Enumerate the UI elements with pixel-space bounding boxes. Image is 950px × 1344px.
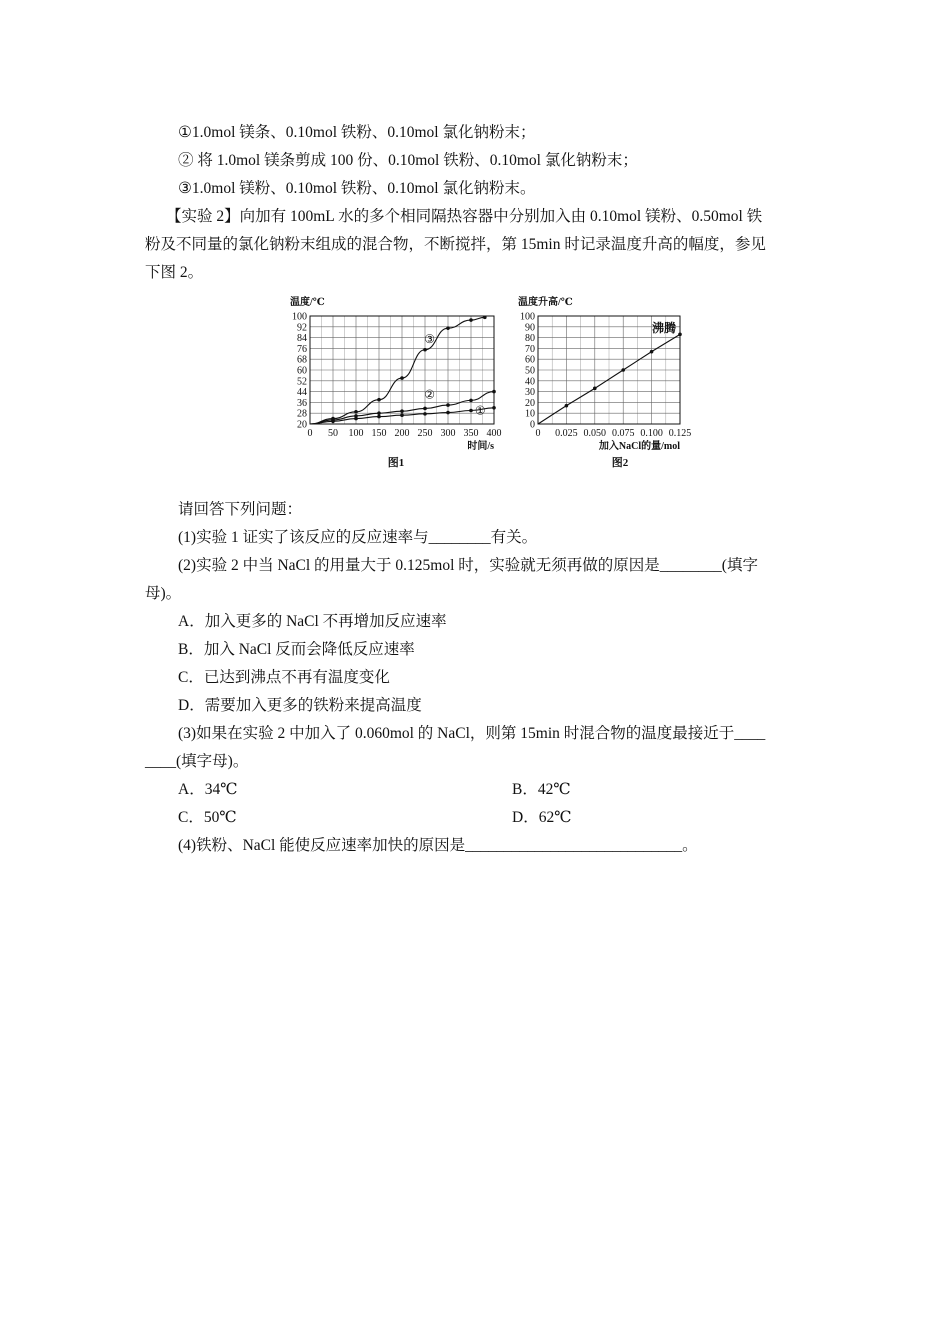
data-point — [377, 398, 381, 402]
questions-intro: 请回答下列问题： — [178, 501, 303, 518]
y-tick-label: 90 — [525, 322, 535, 334]
y-tick-label: 60 — [525, 354, 535, 366]
y-tick-label: 80 — [525, 333, 535, 345]
question-3-line2: ____(填字母)。 — [145, 753, 249, 770]
y-tick-label: 36 — [297, 397, 307, 409]
data-point — [377, 415, 381, 419]
data-point — [565, 404, 569, 408]
question-2-option-b: B．加入 NaCl 反而会降低反应速率 — [178, 641, 415, 658]
x-tick-label: 0.125 — [668, 428, 692, 439]
y-tick-label: 28 — [297, 408, 307, 420]
figure-1-chart — [282, 292, 504, 484]
x-axis-title: 加入NaCl的量/mol — [598, 441, 680, 452]
y-tick-label: 68 — [297, 354, 307, 366]
data-point — [400, 413, 404, 417]
data-point — [423, 407, 427, 411]
boiling-annotation: 沸腾 — [651, 321, 676, 335]
question-3-line1: (3)如果在实验 2 中加入了 0.060mol 的 NaCl，则第 15min 时混合物的温度最接近于____ — [178, 725, 766, 742]
data-point — [621, 368, 625, 372]
data-point — [483, 316, 487, 320]
series-line-curve-3 — [310, 317, 485, 424]
y-tick-label: 10 — [525, 408, 535, 420]
material-1: ①1.0mol 镁条、0.10mol 铁粉、0.10mol 氯化钠粉末； — [178, 124, 536, 141]
data-point — [650, 350, 654, 354]
data-point — [469, 318, 473, 322]
series-label-3: ③ — [424, 332, 435, 346]
y-tick-label: 92 — [297, 322, 307, 334]
material-3: ③1.0mol 镁粉、0.10mol 铁粉、0.10mol 氯化钠粉末。 — [178, 180, 536, 197]
data-point — [446, 326, 450, 330]
y-tick-label: 84 — [297, 333, 307, 345]
x-tick-label: 0.100 — [640, 428, 663, 439]
data-point — [469, 399, 473, 403]
y-tick-label: 30 — [525, 387, 535, 399]
figure-caption: 图1 — [387, 457, 405, 469]
y-axis-title: 温度升高/℃ — [518, 297, 573, 308]
data-point — [593, 387, 597, 391]
y-tick-label: 40 — [525, 376, 535, 388]
x-tick-label: 200 — [394, 428, 410, 439]
y-tick-label: 50 — [525, 365, 535, 377]
figure-2-chart — [510, 292, 700, 484]
y-tick-label: 52 — [297, 376, 307, 388]
x-tick-label: 100 — [348, 428, 364, 439]
data-point — [354, 414, 358, 418]
figure-caption: 图2 — [611, 457, 629, 469]
question-3-option-d: D．62℃ — [512, 809, 572, 826]
x-tick-label: 50 — [328, 428, 338, 439]
data-point — [492, 406, 496, 410]
data-point — [446, 403, 450, 407]
question-3-option-c: C．50℃ — [178, 809, 237, 826]
y-tick-label: 44 — [297, 387, 307, 399]
y-tick-label: 70 — [525, 343, 535, 355]
x-tick-label: 350 — [463, 428, 479, 439]
data-point — [331, 417, 335, 421]
x-tick-label: 150 — [371, 428, 387, 439]
question-3-option-b: B．42℃ — [512, 781, 571, 798]
y-tick-label: 100 — [520, 311, 535, 323]
question-1: (1)实验 1 证实了该反应的反应速率与________有关。 — [178, 529, 538, 546]
experiment2-line2: 粉及不同量的氯化钠粉末组成的混合物，不断搅拌，第 15min 时记录温度升高的幅度，参见 — [145, 236, 766, 253]
y-tick-label: 60 — [297, 365, 307, 377]
y-tick-label: 20 — [297, 419, 307, 431]
x-tick-label: 0.025 — [555, 428, 578, 439]
data-point — [423, 348, 427, 352]
y-tick-label: 100 — [292, 311, 307, 323]
x-tick-label: 0.050 — [583, 428, 607, 439]
data-point — [469, 409, 473, 413]
question-2-line2: 母)。 — [145, 585, 182, 602]
data-point — [400, 376, 404, 380]
x-tick-label: 0 — [535, 428, 541, 439]
y-tick-label: 0 — [530, 419, 535, 431]
x-tick-label: 0.075 — [611, 428, 635, 439]
y-tick-label: 76 — [297, 343, 307, 355]
experiment2-line3: 下图 2。 — [145, 264, 204, 281]
x-tick-label: 400 — [486, 428, 502, 439]
experiment2-line1: 【实验 2】向加有 100mL 水的多个相同隔热容器中分别加入由 0.10mol 镁粉、0.50mol 铁 — [166, 208, 763, 225]
data-point — [446, 411, 450, 415]
data-point — [354, 410, 358, 414]
series-label-1: ① — [474, 403, 486, 418]
y-tick-label: 20 — [525, 397, 535, 409]
question-2-line1: (2)实验 2 中当 NaCl 的用量大于 0.125mol 时，实验就无须再做的原因是________(填字 — [178, 557, 758, 574]
question-4: (4)铁粉、NaCl 能使反应速率加快的原因是____________________________。 — [178, 837, 698, 854]
material-2: ② 将 1.0mol 镁条剪成 100 份、0.10mol 铁粉、0.10mol 氯化钠粉末； — [178, 152, 638, 169]
question-3-option-a: A．34℃ — [178, 781, 238, 798]
x-axis-title: 时间/s — [467, 441, 494, 452]
question-2-option-a: A．加入更多的 NaCl 不再增加反应速率 — [178, 613, 447, 630]
data-point — [400, 409, 404, 413]
data-point — [377, 411, 381, 415]
y-axis-title: 温度/℃ — [290, 297, 325, 308]
x-tick-label: 300 — [440, 428, 456, 439]
data-point — [423, 412, 427, 416]
x-tick-label: 0 — [307, 428, 313, 439]
data-point — [492, 390, 496, 394]
series-label-2: ② — [424, 387, 435, 402]
question-2-option-c: C．已达到沸点不再有温度变化 — [178, 669, 390, 686]
x-tick-label: 250 — [417, 428, 433, 439]
question-2-option-d: D．需要加入更多的铁粉来提高温度 — [178, 697, 422, 714]
data-point — [678, 333, 682, 337]
